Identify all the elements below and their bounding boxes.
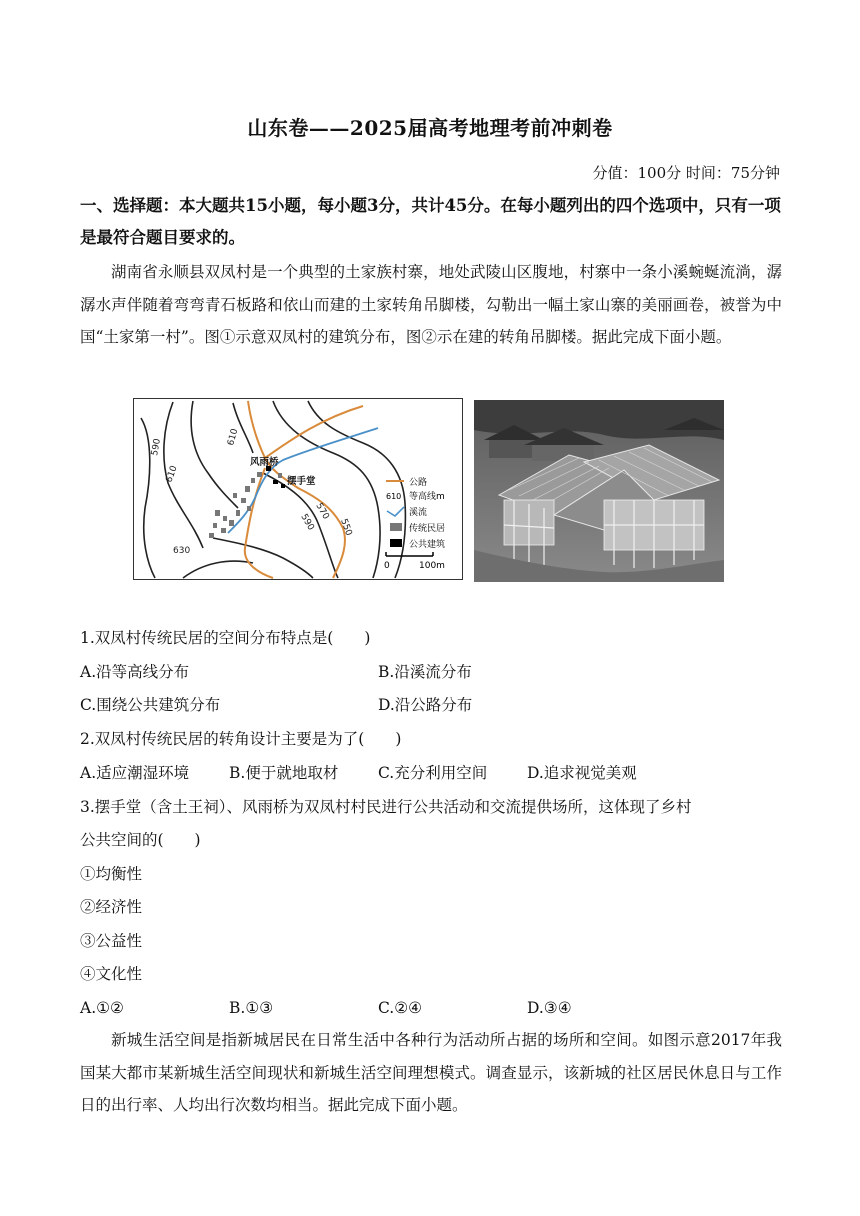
contour-label: 550 xyxy=(338,517,354,538)
house-marker xyxy=(245,486,250,492)
q1-option-c[interactable]: C.围绕公共建筑分布 xyxy=(80,696,221,714)
public-building-marker xyxy=(273,480,278,484)
question-2-stem: 2.双凤村传统民居的转角设计主要是为了( ) xyxy=(80,730,402,748)
house-marker xyxy=(221,528,226,533)
legend-public: 公共建筑 xyxy=(409,540,446,550)
question-1-stem: 1.双凤村传统民居的空间分布特点是( ) xyxy=(80,629,371,647)
house-marker xyxy=(233,493,237,498)
q3-item: ②经济性 xyxy=(80,898,143,916)
q2-option-a[interactable]: A.适应潮湿环境 xyxy=(80,764,190,782)
page-title: 山东卷——2025届高考地理考前冲刺卷 xyxy=(247,116,613,140)
legend-road: 公路 xyxy=(409,478,428,488)
contour-label: 610 xyxy=(226,427,241,447)
score-time-info: 分值：100分 时间：75分钟 xyxy=(592,164,780,182)
q2-option-d[interactable]: D.追求视觉美观 xyxy=(527,764,637,782)
intro-paragraph-1: 湖南省永顺县双凤村是一个典型的土家族村寨，地处武陵山区腹地，村寨中一条小溪蜿蜒流淌，潺潺水声伴随着弯弯青石板路和依山而建的土家转角吊脚楼，勾勒出一幅土家山寨的美丽画卷，被誉为中国“土家第一村”。图①示意双凤村的建筑分布，图②示在建的转角吊脚楼。据此完成下面小题。 xyxy=(80,263,782,346)
legend-houses: 传统民居 xyxy=(409,524,446,534)
scale-length: 100m xyxy=(419,561,445,571)
q3-item: ③公益性 xyxy=(80,932,143,950)
q1-option-a[interactable]: A.沿等高线分布 xyxy=(80,663,190,681)
section-heading: 一、选择题：本大题共15小题，每小题3分，共计45分。在每小题列出的四个选项中，只有一项是最符合题目要求的。 xyxy=(80,196,781,247)
stilt-house-photo xyxy=(474,400,724,582)
q1-option-d[interactable]: D.沿公路分布 xyxy=(378,696,473,714)
house-marker xyxy=(278,473,282,478)
question-3-stem-line2: 公共空间的( ) xyxy=(80,831,201,849)
house-marker xyxy=(236,510,240,516)
place-label-hall: 摆手堂 xyxy=(287,476,316,487)
q3-item: ④文化性 xyxy=(80,965,143,983)
q3-option-d[interactable]: D.③④ xyxy=(527,999,572,1017)
intro-paragraph-2: 新城生活空间是指新城居民在日常生活中各种行为活动所占据的场所和空间。如图示意2017年我国某大都市某新城生活空间现状和新城生活空间理想模式。调查显示，该新城的社区居民休息日与工作日的出行率、人均出行次数均相当。据此完成下面小题。 xyxy=(80,1031,782,1114)
contour-label: 590 xyxy=(298,512,316,533)
village-map xyxy=(133,398,463,580)
legend-contour-sample: 610 xyxy=(386,492,402,501)
house-marker xyxy=(241,498,246,503)
q3-option-a[interactable]: A.①② xyxy=(80,999,124,1017)
house-marker xyxy=(247,506,251,511)
house-marker xyxy=(223,516,227,521)
contour-label: 570 xyxy=(313,501,331,522)
contour-label: 590 xyxy=(150,437,163,457)
house-marker xyxy=(251,478,255,483)
contour-label: 630 xyxy=(173,546,191,556)
village-map-figure xyxy=(133,398,463,580)
question-3-stem-line1: 3.摆手堂（含土王祠）、风雨桥为双凤村村民进行公共活动和交流提供场所，这体现了乡村 xyxy=(80,798,692,816)
house-marker xyxy=(215,510,220,516)
house-marker xyxy=(229,520,234,526)
public-building-marker xyxy=(281,484,285,488)
legend-contour: 等高线m xyxy=(409,492,445,502)
q3-option-c[interactable]: C.②④ xyxy=(378,999,423,1017)
q3-option-b[interactable]: B.①③ xyxy=(229,999,274,1017)
contour-label: 610 xyxy=(164,464,180,485)
q3-item: ①均衡性 xyxy=(80,865,143,883)
house-marker xyxy=(257,472,262,477)
q2-option-c[interactable]: C.充分利用空间 xyxy=(378,764,488,782)
q2-option-b[interactable]: B.便于就地取材 xyxy=(229,764,339,782)
house-marker xyxy=(209,533,214,538)
q1-option-b[interactable]: B.沿溪流分布 xyxy=(378,663,472,681)
place-label-bridge: 风雨桥 xyxy=(250,457,279,468)
legend-stream: 溪流 xyxy=(409,508,428,518)
scale-zero: 0 xyxy=(384,561,390,571)
house-marker xyxy=(213,523,217,528)
